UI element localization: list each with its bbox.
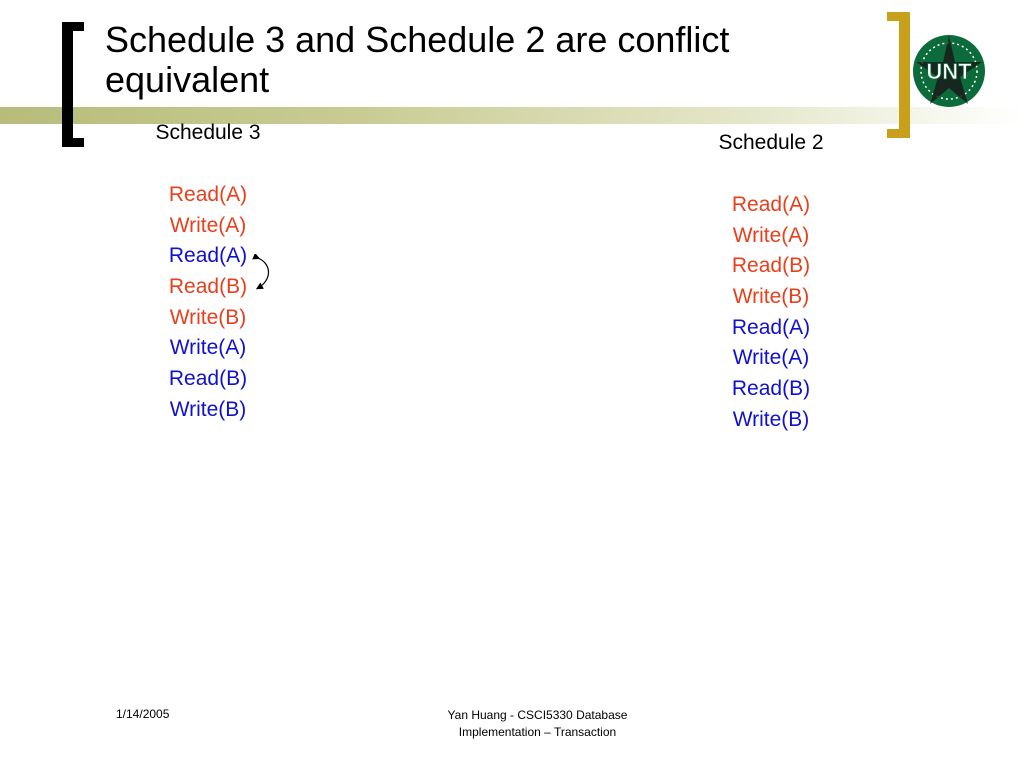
schedule-2-ops xyxy=(671,190,871,436)
schedule-2-op: Write(A) xyxy=(732,346,810,370)
right-bracket xyxy=(899,12,910,138)
schedule-2-op: Read(B) xyxy=(731,254,811,278)
unt-logo-icon xyxy=(910,32,988,110)
schedule-3-op: Read(B) xyxy=(168,367,248,391)
schedule-2-op: Write(A) xyxy=(732,223,810,247)
schedule-2-op: Write(B) xyxy=(732,285,810,309)
schedule-3 xyxy=(108,121,308,426)
left-bracket-top xyxy=(62,22,84,31)
schedule-2-op: Read(B) xyxy=(731,377,811,401)
slide-title: Schedule 3 and Schedule 2 are conflict equivalent xyxy=(105,19,730,100)
schedule-3-op: Read(A) xyxy=(168,183,248,206)
footer-line-1: Yan Huang - CSCI5330 Database xyxy=(447,708,628,722)
schedule-2-heading: Schedule 2 xyxy=(718,131,824,154)
schedule-3-op: Write(B) xyxy=(169,397,247,421)
footer-date: 1/14/2005 xyxy=(116,707,170,721)
schedule-2-op: Write(B) xyxy=(732,407,810,431)
schedule-3-op: Read(B) xyxy=(168,275,248,299)
schedule-3-heading: Schedule 3 xyxy=(155,121,261,144)
schedule-3-ops xyxy=(108,180,308,426)
logo-text: UNT xyxy=(926,59,972,84)
right-bracket-bottom xyxy=(887,129,910,138)
schedule-2-op: Read(A) xyxy=(731,193,811,216)
left-bracket xyxy=(62,22,73,147)
left-bracket-bottom xyxy=(62,138,84,147)
schedule-2-op: Read(A) xyxy=(731,315,811,339)
schedule-3-op: Read(A) xyxy=(168,244,248,268)
footer-line-2: Implementation – Transaction xyxy=(458,725,617,739)
schedule-3-op: Write(B) xyxy=(169,305,247,329)
schedule-2 xyxy=(671,131,871,436)
footer-caption xyxy=(400,707,675,741)
swap-arrow-icon xyxy=(246,254,276,294)
schedule-3-op: Write(A) xyxy=(169,213,247,237)
schedule-3-op: Write(A) xyxy=(169,336,247,360)
right-bracket-top xyxy=(887,12,910,21)
